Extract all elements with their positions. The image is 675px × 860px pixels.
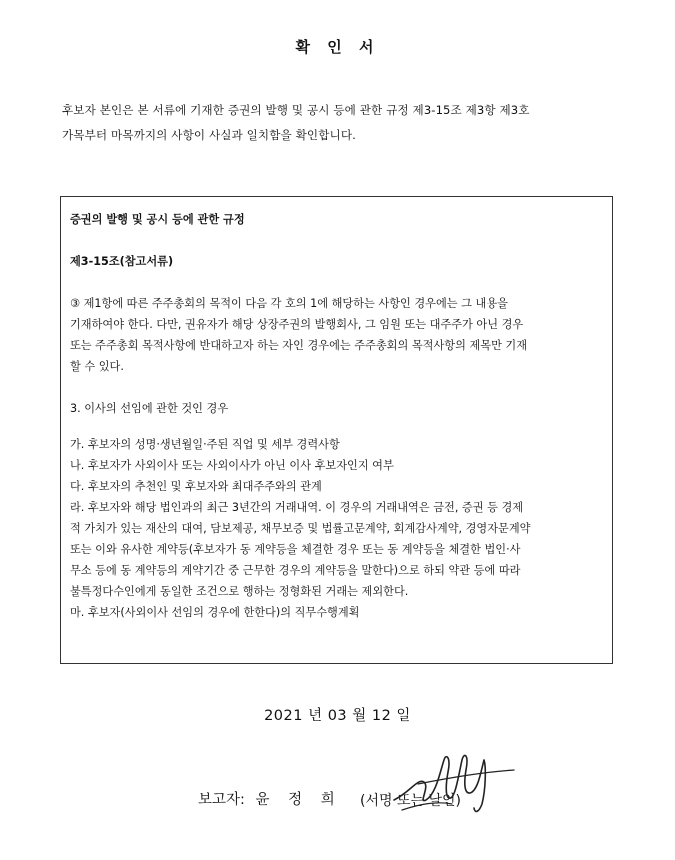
article-title: 제3-15조(참고서류): [70, 255, 174, 268]
sub-item-ma: 마. 후보자(사외이사 선임의 경우에 한한다)의 직무수행계획: [70, 606, 360, 619]
sub-item-ra-line: 또는 이와 유사한 계약등(후보자가 동 계약등을 체결한 경우 또는 동 계약등을 체결한 법인·사: [70, 543, 521, 556]
confirmation-statement: [62, 98, 627, 148]
paragraph-line: 할 수 있다.: [70, 360, 124, 373]
signature-or-seal-note: (서명 또는 날인): [360, 793, 461, 809]
item-3: 3. 이사의 선임에 관한 것인 경우: [70, 402, 229, 415]
paragraph-line: 기재하여야 한다. 다만, 권유자가 해당 상장주권의 발행회사, 그 임원 또는 대주주가 아닌 경우: [70, 318, 524, 331]
document-title: 확 인 서: [295, 38, 380, 56]
sub-item-da: 다. 후보자의 추천인 및 후보자와 최대주주와의 관계: [70, 480, 322, 493]
paragraph-line: 또는 주주총회 목적사항에 반대하고자 하는 자인 경우에는 주주총회의 목적사항의 제목만 기재: [70, 339, 528, 352]
sub-item-ra-line: 불특정다수인에게 동일한 조건으로 행하는 정형화된 거래는 제외한다.: [70, 585, 409, 598]
intro-line: 가목부터 마목까지의 사항이 사실과 일치함을 확인합니다.: [62, 128, 356, 142]
sub-item-ra-line: 적 가치가 있는 재산의 대여, 담보제공, 채무보증 및 법률고문계약, 회계감사계약, 경영자문계약: [70, 522, 531, 535]
intro-line: 후보자 본인은 본 서류에 기재한 증권의 발행 및 공시 등에 관한 규정 제3-15조 제3항 제3호: [62, 103, 530, 117]
sub-item-ga: 가. 후보자의 성명·생년월일·주된 직업 및 세부 경력사항: [70, 438, 340, 451]
regulation-box: [60, 196, 613, 664]
sub-item-ra-line: 라. 후보자와 해당 법인과의 최근 3년간의 거래내역. 이 경우의 거래내역은 금전, 증권 등 경제: [70, 501, 524, 514]
sub-item-ra-line: 무소 등에 동 계약등의 계약기간 중 근무한 경우의 계약등을 말한다)으로 하되 약관 등에 따라: [70, 564, 521, 577]
handwritten-signature: [388, 738, 518, 823]
reporter-name: 윤 정 희: [255, 792, 342, 808]
document-date: 2021 년 03 월 12 일: [264, 708, 411, 724]
reporter-line: [198, 788, 342, 809]
reporter-label: 보고자:: [198, 792, 245, 808]
regulation-heading: 증권의 발행 및 공시 등에 관한 규정: [70, 213, 245, 226]
paragraph-line: ③ 제1항에 따른 주주총회의 목적이 다음 각 호의 1에 해당하는 사항인 경우에는 그 내용을: [70, 297, 508, 310]
sub-item-na: 나. 후보자가 사외이사 또는 사외이사가 아닌 이사 후보자인지 여부: [70, 459, 394, 472]
